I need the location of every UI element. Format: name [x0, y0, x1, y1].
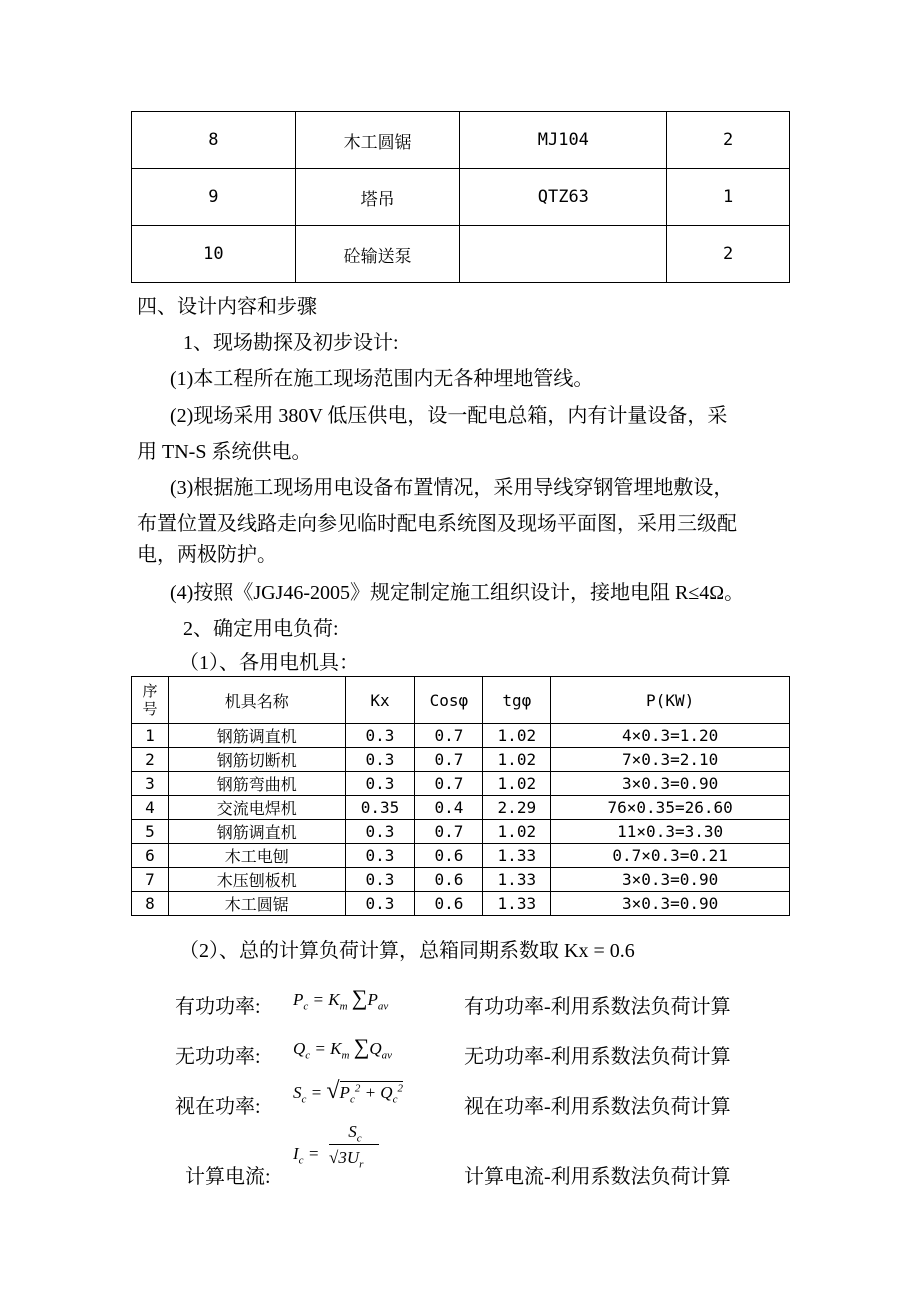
table-cell: 0.3	[345, 868, 415, 892]
column-header: Cosφ	[415, 677, 483, 724]
sub-heading: （1）、各用电机具：	[179, 652, 359, 674]
table-cell: 0.35	[345, 796, 415, 820]
step-heading: 1、现场勘探及初步设计:	[183, 332, 399, 354]
table-cell: 砼输送泵	[295, 226, 460, 283]
table-row	[132, 724, 790, 748]
table-cell: 交流电焊机	[168, 796, 345, 820]
table-cell: 1	[667, 169, 790, 226]
table-cell: 3×0.3=0.90	[551, 892, 790, 916]
table-cell: 3	[132, 772, 169, 796]
table-cell: 0.6	[415, 844, 483, 868]
table-cell: 木工电刨	[168, 844, 345, 868]
table-cell: 1.33	[483, 892, 551, 916]
table-row	[132, 796, 790, 820]
table-cell: 木工圆锯	[295, 112, 460, 169]
table-cell: 0.7	[415, 772, 483, 796]
table-cell: 钢筋调直机	[168, 820, 345, 844]
table-cell: 0.7	[415, 820, 483, 844]
table-cell: 0.3	[345, 892, 415, 916]
table-cell: 1.33	[483, 868, 551, 892]
reactive-power-formula: $Q_c = K_m$ $\sum Q_{av}$	[293, 1034, 393, 1062]
table-cell: 塔吊	[295, 169, 460, 226]
table-cell: 1.33	[483, 844, 551, 868]
table-cell: 0.7×0.3=0.21	[551, 844, 790, 868]
column-header: 机具名称	[168, 677, 345, 724]
table-row	[132, 820, 790, 844]
table-cell: 0.3	[345, 772, 415, 796]
table-cell: 7	[132, 868, 169, 892]
table-row	[132, 112, 790, 169]
column-header: Kx	[345, 677, 415, 724]
table-cell: QTZ63	[460, 169, 667, 226]
formula-description: 计算电流-利用系数法负荷计算	[464, 1166, 731, 1188]
table-cell: 4×0.3=1.20	[551, 724, 790, 748]
table-cell: 6	[132, 844, 169, 868]
table-cell: 10	[132, 226, 296, 283]
table-cell: 1.02	[483, 724, 551, 748]
table-cell: 0.7	[415, 724, 483, 748]
formula-description: 视在功率-利用系数法负荷计算	[464, 1096, 731, 1118]
table-cell: 8	[132, 892, 169, 916]
formula-label: 有功功率:	[175, 996, 261, 1018]
table-cell: 0.6	[415, 868, 483, 892]
table-cell: 0.6	[415, 892, 483, 916]
table-cell: 4	[132, 796, 169, 820]
paragraph: 电，两极防护。	[137, 544, 277, 566]
column-header: P(KW)	[551, 677, 790, 724]
table-cell: 2	[667, 112, 790, 169]
paragraph: 用 TN-S 系统供电。	[137, 441, 312, 463]
table-cell: 7×0.3=2.10	[551, 748, 790, 772]
table-cell: 0.3	[345, 724, 415, 748]
table-cell: 0.3	[345, 844, 415, 868]
table-cell: 0.4	[415, 796, 483, 820]
formula-label: 计算电流:	[185, 1166, 271, 1188]
table-cell: 5	[132, 820, 169, 844]
sub-heading: （2）、总的计算负荷计算，总箱同期系数取 Kx = 0.6	[179, 940, 635, 962]
table-cell	[460, 226, 667, 283]
table-row	[132, 169, 790, 226]
table-row	[132, 868, 790, 892]
table-cell: MJ104	[460, 112, 667, 169]
section-heading: 四、设计内容和步骤	[137, 296, 317, 318]
load-table	[131, 676, 790, 916]
table-cell: 0.7	[415, 748, 483, 772]
apparent-power-formula: $S_c = √P_c^2 + Q_c^2$	[293, 1078, 403, 1106]
table-cell: 钢筋切断机	[168, 748, 345, 772]
table-row	[132, 226, 790, 283]
table-cell: 3×0.3=0.90	[551, 868, 790, 892]
paragraph: 布置位置及线路走向参见临时配电系统图及现场平面图，采用三级配	[137, 513, 737, 535]
column-header: tgφ	[483, 677, 551, 724]
paragraph: (4)按照《JGJ46-2005》规定制定施工组织设计，接地电阻 R≤4Ω。	[170, 582, 745, 604]
table-row	[132, 892, 790, 916]
paragraph: (1)本工程所在施工现场范围内无各种埋地管线。	[170, 368, 594, 390]
table-cell: 3×0.3=0.90	[551, 772, 790, 796]
formula-label: 无功功率:	[175, 1046, 261, 1068]
table-row	[132, 748, 790, 772]
table-cell: 0.3	[345, 820, 415, 844]
table-header-row	[132, 677, 790, 724]
table-cell: 木压刨板机	[168, 868, 345, 892]
table-cell: 9	[132, 169, 296, 226]
equipment-table-top	[131, 111, 790, 283]
formula-description: 有功功率-利用系数法负荷计算	[464, 996, 731, 1018]
table-row	[132, 844, 790, 868]
table-cell: 钢筋调直机	[168, 724, 345, 748]
table-cell: 1.02	[483, 772, 551, 796]
paragraph: (3)根据施工现场用电设备布置情况，采用导线穿钢管埋地敷设，	[170, 477, 734, 499]
table-cell: 8	[132, 112, 296, 169]
formula-label: 视在功率:	[175, 1096, 261, 1118]
table-cell: 2.29	[483, 796, 551, 820]
table-cell: 2	[132, 748, 169, 772]
step-heading: 2、确定用电负荷:	[183, 618, 339, 640]
active-power-formula: $P_c = K_m$ $\sum P_{av}$	[293, 985, 389, 1013]
table-cell: 0.3	[345, 748, 415, 772]
table-cell: 11×0.3=3.30	[551, 820, 790, 844]
table-cell: 1.02	[483, 748, 551, 772]
formula-description: 无功功率-利用系数法负荷计算	[464, 1046, 731, 1068]
table-cell: 1.02	[483, 820, 551, 844]
table-cell: 2	[667, 226, 790, 283]
table-row	[132, 772, 790, 796]
table-cell: 1	[132, 724, 169, 748]
column-header: 序号	[132, 677, 169, 724]
table-cell: 钢筋弯曲机	[168, 772, 345, 796]
table-cell: 76×0.35=26.60	[551, 796, 790, 820]
paragraph: (2)现场采用 380V 低压供电，设一配电总箱，内有计量设备，采	[170, 405, 728, 427]
table-cell: 木工圆锯	[168, 892, 345, 916]
